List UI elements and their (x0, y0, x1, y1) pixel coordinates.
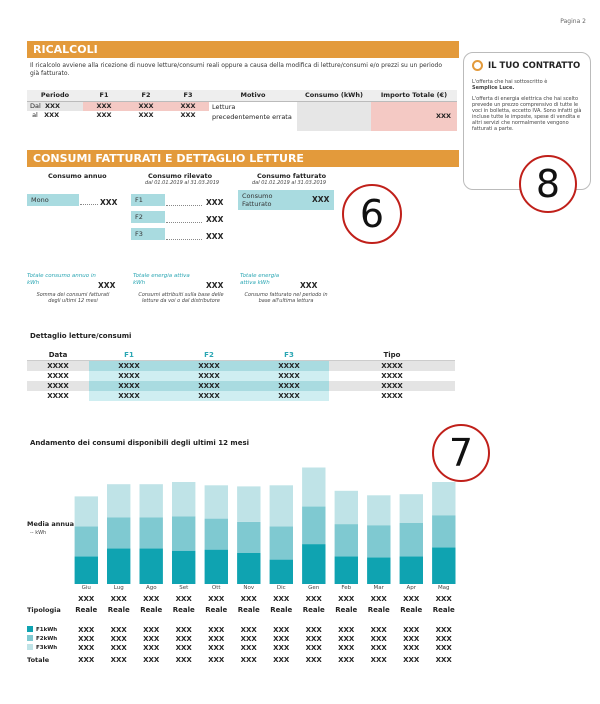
tick-label: Apr (406, 585, 416, 591)
tick-label: Dic (276, 585, 286, 591)
table-cell: XXXX (89, 381, 169, 391)
data-label: XXX (403, 595, 420, 603)
bar-F2kWh-Mag (432, 515, 455, 547)
table-cell: XXXX (381, 391, 403, 400)
marker-8: 8 (519, 155, 577, 213)
bar-F3kWh-Dic (270, 485, 293, 526)
dettaglio-title: Dettaglio letture/consumi (30, 332, 132, 340)
f1-value: XXX (110, 626, 127, 634)
tick-label: Ott (211, 585, 221, 591)
col1-title: Consumo annuo (48, 172, 107, 180)
table-cell: XXX (83, 101, 125, 111)
tipologia-value: Reale (432, 606, 455, 614)
table-cell: XXXX (169, 371, 249, 381)
media-label: Media annua (27, 520, 75, 528)
table-cell: XXXX (169, 381, 249, 391)
th-motivo: Motivo (209, 90, 297, 101)
contract-line1: L'offerta che hai sottoscritto è (472, 79, 548, 85)
data-label: XXX (110, 595, 127, 603)
dots (80, 204, 98, 205)
f3-value: XXX (175, 644, 192, 652)
totale-value: XXX (403, 656, 420, 664)
f2-value: XXX (206, 215, 224, 224)
f3-value: XXX (435, 644, 452, 652)
f3-label: F3 (131, 228, 165, 240)
bar-F1kWh-Ago (140, 549, 163, 585)
table-cell: XXX (96, 111, 112, 119)
f3-value: XXX (240, 644, 257, 652)
table-cell: XXXX (27, 361, 89, 371)
bar-F3kWh-Feb (335, 491, 358, 524)
tick-label: Nov (243, 585, 255, 591)
data-label: XXX (175, 595, 192, 603)
bar-F3kWh-Set (172, 482, 195, 516)
legend-f1: F1kWh (27, 626, 57, 633)
sun-icon (472, 60, 483, 71)
bar-F1kWh-Lug (107, 549, 130, 585)
col3-sub: dal 01.01.2019 al 31.03.2019 (252, 180, 327, 186)
th-f1: F1 (83, 90, 125, 101)
f1-value: XXX (338, 626, 355, 634)
bar-F1kWh-Giu (75, 556, 98, 584)
table-cell: XXX (180, 111, 196, 119)
bar-F2kWh-Feb (335, 524, 358, 556)
f3-value: XXX (206, 232, 224, 241)
f1-value: XXX (143, 626, 160, 634)
ricalcoli-table (27, 90, 457, 131)
data-label: XXX (273, 595, 290, 603)
f1-value: XXX (305, 626, 322, 634)
f1-value: XXX (78, 626, 95, 634)
f2-value: XXX (273, 635, 290, 643)
table-row (27, 361, 455, 371)
f3-value: XXX (208, 644, 225, 652)
table-cell: al XXX (32, 111, 60, 119)
table-cell: XXXX (47, 391, 69, 400)
tick-label: Mar (373, 585, 384, 591)
andamento-title: Andamento dei consumi disponibili degli ultimi 12 mesi (30, 439, 250, 447)
bar-F3kWh-Gen (302, 468, 325, 507)
f1-value: XXX (403, 626, 420, 634)
col2-sub: dal 01.01.2019 al 31.03.2019 (145, 180, 220, 186)
tipologia-value: Reale (270, 606, 293, 614)
f3-value: XXX (110, 644, 127, 652)
totale-value: XXX (305, 656, 322, 664)
legend-swatch (27, 626, 33, 632)
tipologia-value: Reale (205, 606, 228, 614)
table-cell: XXXX (169, 361, 249, 371)
table-cell: XXXX (329, 361, 455, 371)
f2-value: XXX (435, 635, 452, 643)
table-cell: XXXX (249, 381, 329, 391)
totale-value: XXX (110, 656, 127, 664)
f3-value: XXX (78, 644, 95, 652)
contract-body: L'offerta di energia elettrica che hai scelto prevede un prezzo comprensivo di tutte le voci in bolletta, eccetto IVA. Sono infatti già incluse tutte le imposte, spese di vendita e altri servizi che normalmente vengono fatturati a parte. (472, 96, 582, 132)
table-cell: XXXX (249, 391, 329, 401)
f1-value: XXX (435, 626, 452, 634)
bar-F1kWh-Feb (335, 556, 358, 584)
legend-swatch (27, 635, 33, 641)
ricalcoli-title: RICALCOLI (27, 41, 459, 58)
totale-value: XXX (435, 656, 452, 664)
table-cell: XXXX (89, 361, 169, 371)
f1-value: XXX (240, 626, 257, 634)
f2-value: XXX (370, 635, 387, 643)
f1-value: XXX (206, 198, 224, 207)
bar-F2kWh-Giu (75, 526, 98, 556)
ricalcoli-intro: Il ricalcolo avviene alla ricezione di nuove letture/consumi reali oppure a causa della modifica di letture/consumi e/o prezzi su un periodo già fatturato. (30, 62, 442, 77)
bar-F3kWh-Mar (367, 495, 390, 525)
totale-label: Totale (27, 656, 50, 664)
note3: Consumo fatturato nel periodo in base all'ultima lettura (244, 292, 328, 304)
media-unit: kWh (35, 530, 47, 536)
bar-F2kWh-Dic (270, 526, 293, 559)
col2-title: Consumo rilevato (148, 172, 213, 180)
th-consumo: Consumo (kWh) (297, 90, 371, 101)
totale-value: XXX (175, 656, 192, 664)
data-label: XXX (208, 595, 225, 603)
bar-F1kWh-Set (172, 551, 195, 584)
table-cell: XXX (138, 111, 154, 119)
dots (166, 205, 202, 206)
f2-value: XXX (208, 635, 225, 643)
importo-cell: XXX (371, 101, 457, 131)
bar-F2kWh-Nov (237, 522, 260, 553)
data-label: XXX (305, 595, 322, 603)
total1-label: Totale consumo annuo in kWh (27, 273, 96, 286)
tipologia-value: Reale (400, 606, 423, 614)
tick-label: Giu (81, 585, 91, 591)
tipologia-value: Reale (140, 606, 163, 614)
tipologia-value: Reale (237, 606, 260, 614)
totale-value: XXX (208, 656, 225, 664)
tipologia-value: Reale (302, 606, 325, 614)
total3-value: XXX (300, 281, 318, 290)
table-cell: XXX (167, 101, 209, 111)
f1-value: XXX (175, 626, 192, 634)
table-cell: Dal XXX (27, 101, 83, 111)
tick-label: Ago (145, 585, 157, 591)
tipologia-value: Reale (107, 606, 130, 614)
totale-value: XXX (338, 656, 355, 664)
th-f3: F3 (249, 350, 329, 361)
col3-title: Consumo fatturato (257, 172, 327, 180)
f2-value: XXX (143, 635, 160, 643)
total2-value: XXX (206, 281, 224, 290)
totale-value: XXX (370, 656, 387, 664)
bar-F3kWh-Apr (400, 494, 423, 523)
legend-f3: F3kWh (27, 644, 57, 651)
total1-value: XXX (98, 281, 116, 290)
mono-label: Mono (27, 194, 79, 206)
mono-value: XXX (100, 198, 118, 207)
table-cell: XXXX (27, 381, 89, 391)
data-label: XXX (370, 595, 387, 603)
bar-F1kWh-Mag (432, 547, 455, 584)
bar-F3kWh-Lug (107, 484, 130, 517)
f1-value: XXX (273, 626, 290, 634)
contract-title: IL TUO CONTRATTO (488, 61, 581, 71)
bar-F2kWh-Set (172, 516, 195, 550)
data-label: XXX (78, 595, 95, 603)
tipologia-value: Reale (367, 606, 390, 614)
consumption-chart (70, 462, 460, 584)
table-cell: XXXX (381, 371, 403, 380)
data-label: XXX (435, 595, 452, 603)
table-row (27, 381, 455, 391)
consumo-fatturato-label: Consumo Fatturato (242, 192, 273, 208)
table-cell: XXXX (89, 371, 169, 381)
total2-label: Totale energia attiva kWh (133, 273, 190, 286)
f2-value: XXX (403, 635, 420, 643)
f3-value: XXX (305, 644, 322, 652)
dots (166, 239, 202, 240)
dashed-line-icon: -- (30, 530, 34, 536)
f2-value: XXX (305, 635, 322, 643)
bar-F3kWh-Giu (75, 496, 98, 526)
motivo-cell: Lettura precedentemente errata (212, 102, 292, 121)
data-label: XXX (338, 595, 355, 603)
table-row (27, 371, 455, 381)
note2: Consumi attribuiti sulla base delle letture da voi o dal distributore (138, 292, 224, 304)
tipologia-value: Reale (75, 606, 98, 614)
th-importo: Importo Totale (€) (371, 90, 457, 101)
th-f1: F1 (89, 350, 169, 361)
bar-F3kWh-Ott (205, 485, 228, 518)
tick-label: Mag (437, 585, 450, 591)
totale-value: XXX (143, 656, 160, 664)
bar-F1kWh-Apr (400, 556, 423, 584)
bar-F2kWh-Mar (367, 525, 390, 557)
data-label: XXX (240, 595, 257, 603)
tick-label: Gen (308, 585, 320, 591)
f2-value: XXX (110, 635, 127, 643)
table-cell: XXXX (89, 391, 169, 401)
f2-label: F2 (131, 211, 165, 223)
month-labels (70, 585, 460, 593)
tick-label: Lug (113, 585, 124, 591)
dots (166, 222, 202, 223)
bar-F3kWh-Mag (432, 482, 455, 515)
f2-value: XXX (240, 635, 257, 643)
f1-label: F1 (131, 194, 165, 206)
bar-F2kWh-Ott (205, 519, 228, 550)
chart-value-grid (27, 595, 467, 665)
th-data: Data (27, 350, 89, 361)
bar-F2kWh-Apr (400, 523, 423, 556)
table-cell: XXXX (47, 371, 69, 380)
th-tipo: Tipo (329, 350, 455, 361)
bar-F1kWh-Dic (270, 560, 293, 584)
table-cell: XXXX (249, 371, 329, 381)
bar-F3kWh-Ago (140, 484, 163, 517)
th-f3: F3 (167, 90, 209, 101)
bar-F1kWh-Nov (237, 553, 260, 584)
page-number: Pagina 2 (560, 18, 586, 25)
table-cell: XXXX (249, 361, 329, 371)
th-f2: F2 (169, 350, 249, 361)
totale-value: XXX (78, 656, 95, 664)
f1-value: XXX (370, 626, 387, 634)
tipologia-value: Reale (335, 606, 358, 614)
bar-F1kWh-Mar (367, 557, 390, 584)
th-f2: F2 (125, 90, 167, 101)
bar-F2kWh-Ago (140, 518, 163, 549)
f2-value: XXX (78, 635, 95, 643)
bar-F3kWh-Nov (237, 486, 260, 522)
table-cell: XXX (125, 101, 167, 111)
f2-value: XXX (338, 635, 355, 643)
totale-value: XXX (273, 656, 290, 664)
table-cell: XXXX (169, 391, 249, 401)
tick-label: Feb (341, 585, 352, 591)
bar-F2kWh-Gen (302, 506, 325, 544)
f2-value: XXX (175, 635, 192, 643)
consumi-title: CONSUMI FATTURATI E DETTAGLIO LETTURE (27, 150, 459, 167)
tick-label: Set (179, 585, 189, 591)
marker-7: 7 (432, 424, 490, 482)
note1: Somma dei consumi fatturati degli ultimi 12 mesi (36, 292, 110, 304)
tipologia-value: Reale (172, 606, 195, 614)
th-periodo: Periodo (27, 90, 83, 101)
table-row (27, 391, 455, 401)
contract-offer-name: Semplice Luce. (472, 85, 515, 91)
f3-value: XXX (273, 644, 290, 652)
table-cell: XXXX (329, 381, 455, 391)
legend-f2: F2kWh (27, 635, 57, 642)
tipologia-label: Tipologia (27, 606, 61, 614)
legend-swatch (27, 644, 33, 650)
bar-F1kWh-Gen (302, 544, 325, 584)
bar-F2kWh-Lug (107, 518, 130, 549)
bar-F1kWh-Ott (205, 550, 228, 584)
totale-value: XXX (240, 656, 257, 664)
f3-value: XXX (403, 644, 420, 652)
f3-value: XXX (338, 644, 355, 652)
total3-label: Totale energia attiva kWh (240, 273, 280, 286)
letture-table (27, 350, 455, 401)
f1-value: XXX (208, 626, 225, 634)
media-unit-row (30, 530, 46, 536)
consumo-fatturato-value: XXX (312, 195, 330, 204)
data-label: XXX (143, 595, 160, 603)
f3-value: XXX (370, 644, 387, 652)
f3-value: XXX (143, 644, 160, 652)
consumo-cell (297, 101, 371, 131)
marker-6: 6 (342, 184, 402, 244)
